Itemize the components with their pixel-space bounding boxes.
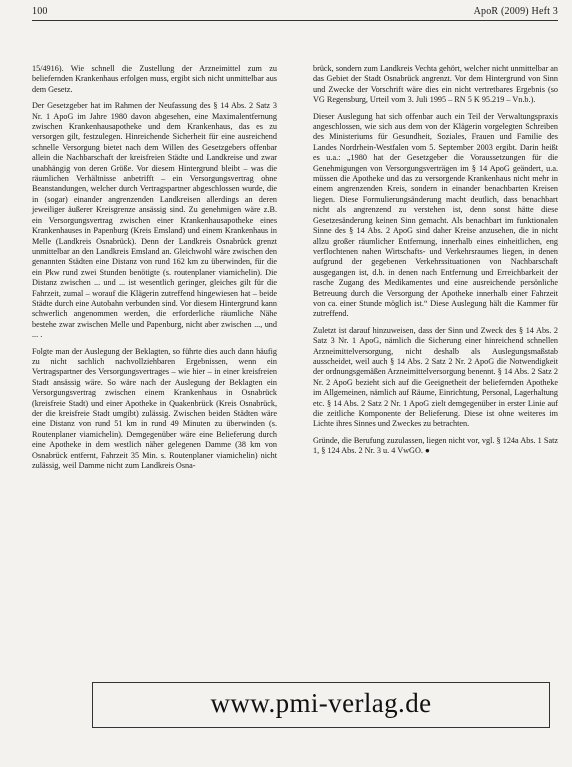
paragraph: Gründe, die Berufung zuzulassen, liegen nicht vor, vgl. § 124a Abs. 1 Satz 1, § 124 Abs. 2 Nr. 3 u. 4 VwGO. ●: [313, 435, 558, 456]
right-column: [313, 64, 558, 463]
page-header: [32, 6, 558, 22]
paragraph: 15/4916). Wie schnell die Zustellung der Arzneimittel zum zu beliefernden Krankenhaus erfolgen muss, ergibt sich nicht unmittelbar aus dem Gesetz.: [32, 64, 277, 94]
paragraph: Der Gesetzgeber hat im Rahmen der Neufassung des § 14 Abs. 2 Satz 3 Nr. 1 ApoG im Jahre 1980 davon abgesehen, eine Maximalentfernung zwischen Krankenhausapotheke und dem Krankenhaus, das es zu versorgen gilt, festzulegen. Hinreichende Sicherheit für eine ausreichend schnelle Versorgung bietet nach dem Willen des Gesetzgebers offenbar allein die Nachbarschaft der kreisfreien Städte und Landkreise und zwar unabhängig von deren Größe. Vor diesem Hintergrund bleibt – was die räumlichen Verhältnisse anbetrifft – ein Versorgungsvertrag ohne Beanstandungen, welcher durch Vertragspartner abgeschlossen wurde, die in (sogar) einander angrenzenden Landkreisen allerdings an deren jeweiliger äußerer Kreisgrenze ansässig sind. Zu genehmigen wäre z.B. ein Versorgungsvertrag zwischen einer Krankenhausapotheke eines Krankenhauses in Papenburg (Kreis Emsland) und einem Krankenhaus in Melle (Landkreis Osnabrück). Denn der Landkreis Osnabrück grenzt unmittelbar an den Landkreis Emsland an. Gleichwohl wäre zwischen den genannten Städten eine Distanz von rund 162 km zu überwinden, für die ein Pkw rund zwei Stunden benötigte (s. routenplaner viamichelin). Die Distanz zwischen ... und ... ist wesentlich geringer, gleiches gilt für die Fahrzeit, zumal – worauf die Klägerin zutreffend hingewiesen hat – beide Städte durch eine Autobahn verbunden sind. Vor diesem Hintergrund kann schwerlich angenommen werden, die erforderliche räumliche Nähe bestehe zwar zwischen Melle und Papenburg, nicht aber zwischen ..., und ... .: [32, 101, 277, 340]
paragraph: Folgte man der Auslegung der Beklagten, so führte dies auch dann häufig zu nicht sachlich nachvollziehbaren Ergebnissen, wenn ein Vertragspartner des Versorgungsvertrages – wie hier – in einer kreisfreien Stadt ansässig wäre. So wäre nach der Auslegung der Beklagten ein Versorgungsvertrag zwischen einem Krankenhaus in Osnabrück (kreisfreie Stadt) und einer Apotheke in Quakenbrück (Kreis Osnabrück, der die kreisfreie Stadt umgibt) zulässig. Zwischen beiden Städten wäre eine Distanz von rund 51 km in rund 49 Minuten zu überwinden (s. Routenplaner viamichelin). Demgegenüber wäre eine Belieferung durch eine Apotheke in dem westlich näher gelegenen Damme (38 km von Osnabrück entfernt, Fahrzeit 35 Min. s. Routenplaner viamichelin) nicht zulässig, weil Damme nicht zum Landkreis Osna-: [32, 346, 277, 471]
paragraph: Zuletzt ist darauf hinzuweisen, dass der Sinn und Zweck des § 14 Abs. 2 Satz 3 Nr. 1 ApoG, nämlich die Sicherung einer hinreichend schnellen Arzneimittelversorgung, nicht deshalb als Auslegungsmaßstab ausscheidet, weil auch § 14 Abs. 2 Satz 2 Nr. 2 ApoG die Notwendigkeit der ordnungsgemäßen Arzneimittelversorgung benennt. § 14 Abs. 2 Satz 2 Nr. 2 ApoG bezieht sich auf die Geeignetheit der beliefernden Apotheke im Allgemeinen, nämlich auf Räume, Einrichtung, Personal, Lagerhaltung etc. § 14 Abs. 2 Satz 2 Nr. 1 ApoG zielt demgegenüber in erster Linie auf die zeitliche Komponente der Belieferung. Diese ist ohne weiteres im Lichte ihres Sinnes und Zweckes zu betrachten.: [313, 325, 558, 429]
left-column: [32, 64, 277, 477]
url-frame: [92, 682, 550, 728]
page-number: 100: [32, 6, 48, 17]
journal-citation: ApoR (2009) Heft 3: [473, 6, 558, 17]
paragraph: brück, sondern zum Landkreis Vechta gehört, welcher nicht unmittelbar an das Gebiet der Stadt Osnabrück angrenzt. Vor dem Hintergrund von Sinn und Zwecke der Vorschrift wäre dies ein nicht vertretbares Ergebnis (so VG Regensburg, Urteil vom 3. Juli 1995 – RN 5 K 95.219 – Vn.b.).: [313, 64, 558, 105]
publisher-url: www.pmi-verlag.de: [210, 688, 432, 718]
publisher-url-banner: [92, 688, 550, 719]
header-rule: [32, 20, 558, 21]
paragraph: Dieser Auslegung hat sich offenbar auch ein Teil der Verwaltungspraxis angeschlossen, wie sich aus dem von der Klägerin vorgelegten Schreiben des Ministeriums für Gesundheit, Soziales, Frauen und Familie des Landes Nordrhein-Westfalen vom 5. September 2003 ergibt. Darin heißt es u.a.: „1980 hat der Gesetzgeber die Voraussetzungen für die Genehmigungen von Versorgungsverträgen im § 14 ApoG geändert, u.a. müssen die Apotheke und das zu versorgende Krankenhaus nicht mehr in einem angrenzenden Kreis, sondern in einander benachbarten Kreisen liegen. Diese Formulierungsänderung macht deutlich, dass benachbart nicht als angrenzend zu verstehen ist, denn sonst hätte diese Gesetzesänderung keinen Sinn gemacht. Als benachbart im funktionalen Sinne des § 14 Abs. 2 ApoG sind daher Kreise anzusehen, die in nicht allzu großer räumlicher Entfernung, innerhalb eines einheitlichen, eng verflochtenen nahen Wirtschafts- und Verkehrsraumes liegen, in denen aufgrund der gegebenen Verkehrssituationen von Nachbarschaft ausgegangen ist, d.h. in denen nach Entfernung und Erreichbarkeit der rasche Zugang des Medikamentes und eine ausreichende persönliche Betreuung durch die Versorgung der Apotheke innerhalb einer Fahrzeit von ca. einer Stunde möglich ist.“ Diese Auslegung hält die Kammer für zutreffend.: [313, 111, 558, 319]
